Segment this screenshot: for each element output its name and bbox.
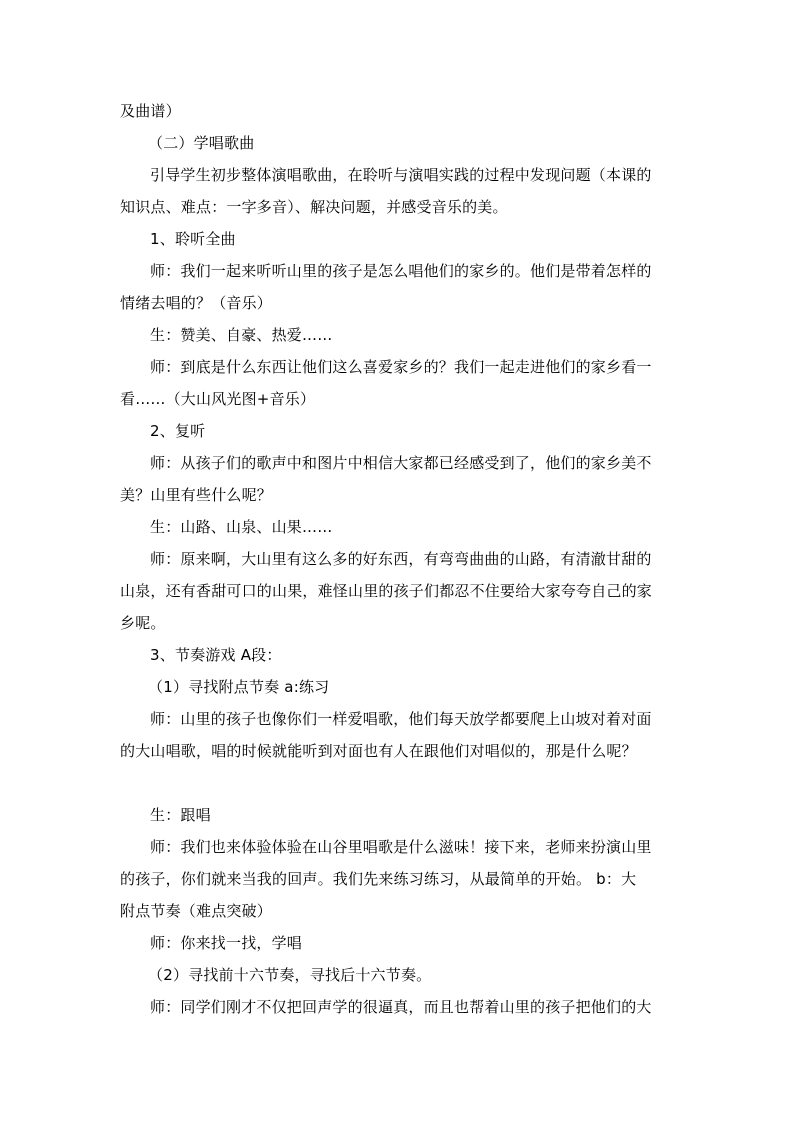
paragraph-line: 附点节奏（难点突破） (120, 902, 273, 920)
subsection-heading: 2、复听 (150, 422, 206, 440)
subsection-heading: （2）寻找前十六节奏，寻找后十六节奏。 (148, 966, 432, 984)
paragraph-line: 师：同学们刚才不仅把回声学的很逼真，而且也帮着山里的孩子把他们的大 (150, 998, 652, 1016)
paragraph-line: 师：到底是什么东西让他们这么喜爱家乡的？我们一起走进他们的家乡看一 (150, 358, 652, 376)
paragraph-line: 生：跟唱 (150, 806, 211, 824)
paragraph-line: 美？山里有些什么呢？ (120, 486, 273, 504)
subsection-heading: （1）寻找附点节奏 a:练习 (148, 678, 330, 696)
section-heading: （二）学唱歌曲 (148, 134, 255, 152)
paragraph-line: 师：你来找一找，学唱 (150, 934, 303, 952)
subsection-heading: 1、聆听全曲 (150, 230, 236, 248)
paragraph-line: 乡呢。 (120, 614, 166, 632)
paragraph-line: 知识点、难点：一字多音）、解决问题，并感受音乐的美。 (120, 198, 508, 216)
paragraph-line: 生：赞美、自豪、热爱…… (150, 326, 333, 344)
paragraph-line: 情绪去唱的？（音乐） (120, 294, 273, 312)
paragraph-line: 师：山里的孩子也像你们一样爱唱歌，他们每天放学都要爬上山坡对着对面 (150, 710, 652, 728)
paragraph-line: 及曲谱） (120, 102, 181, 120)
paragraph-line: 师：从孩子们的歌声中和图片中相信大家都已经感受到了，他们的家乡美不 (150, 454, 652, 472)
paragraph-line: 生：山路、山泉、山果…… (150, 518, 333, 536)
paragraph-line: 的大山唱歌，唱的时候就能听到对面也有人在跟他们对唱似的，那是什么呢？ (120, 742, 637, 760)
paragraph-line: 看……（大山风光图+音乐） (120, 390, 316, 408)
paragraph-line: 师：原来啊，大山里有这么多的好东西，有弯弯曲曲的山路，有清澈甘甜的 (150, 550, 652, 568)
paragraph-line: 引导学生初步整体演唱歌曲，在聆听与演唱实践的过程中发现问题（本课的 (150, 166, 652, 184)
paragraph-line: 的孩子，你们就来当我的回声。我们先来练习练习，从最简单的开始。 b：大 (120, 870, 637, 888)
paragraph-line: 师：我们一起来听听山里的孩子是怎么唱他们的家乡的。他们是带着怎样的 (150, 262, 652, 280)
paragraph-line: 师：我们也来体验体验在山谷里唱歌是什么滋味！接下来，老师来扮演山里 (150, 838, 652, 856)
paragraph-line: 山泉，还有香甜可口的山果，难怪山里的孩子们都忍不住要给大家夸夸自己的家 (120, 582, 653, 600)
subsection-heading: 3、节奏游戏 A段： (150, 646, 282, 664)
